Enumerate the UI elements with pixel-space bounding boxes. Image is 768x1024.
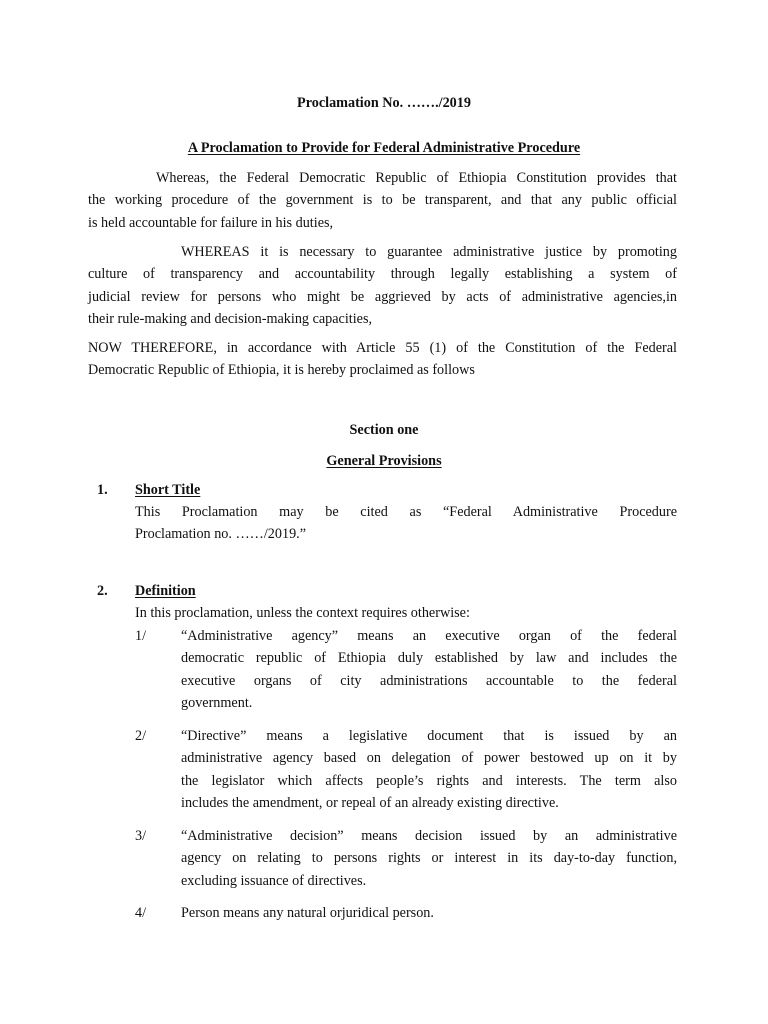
text-line: includes the amendment, or repeal of an already existing directive. [181,794,559,811]
proclamation-title: Proclamation No. ……./2019 [297,95,471,111]
text-line: government. [181,694,253,711]
text-line: the legislator which affects people’s rights and interests. The term also [181,772,677,789]
preamble-paragraph-1 [88,167,677,234]
article-2-number: 2. [97,583,108,599]
definition-2-number: 2/ [135,728,147,744]
text-line: democratic republic of Ethiopia duly established by law and includes the [181,650,677,667]
text-line: Whereas, the Federal Democratic Republic of Ethiopia Constitution provides that [156,170,677,186]
preamble-paragraph-2 [88,241,677,330]
article-1-number: 1. [97,482,108,498]
text-line: “Directive” means a legislative document that is issued by an [181,728,677,744]
text-line: NOW THEREFORE, in accordance with Article 55 (1) of the Constitution of the Federal [88,340,677,356]
text-line: Democratic Republic of Ethiopia, it is hereby proclaimed as follows [88,362,475,379]
article-1-body [135,501,677,546]
definition-1-text [181,625,677,714]
text-line: is held accountable for failure in his duties, [88,214,334,231]
text-line: culture of transparency and accountability through legally establishing a system of [88,266,677,283]
definition-1-number: 1/ [135,628,147,644]
text-line: administrative agency based on delegation of power bestowed up on it by [181,750,677,767]
text-line: the working procedure of the government is to be transparent, and that any public official [88,192,677,209]
text-line: Proclamation no. ……/2019.” [135,526,307,543]
definition-4-number: 4/ [135,905,147,921]
section-heading: Section one [349,422,419,438]
text-line: WHEREAS it is necessary to guarantee administrative justice by promoting [181,244,677,260]
text-line: “Administrative decision” means decision issued by an administrative [181,828,677,844]
section-subheading: General Provisions [326,453,442,469]
article-1-title: Short Title [135,482,201,498]
definition-4-text [181,902,677,924]
text-line: agency on relating to persons rights or interest in its day-to-day function, [181,850,677,867]
article-2-title: Definition [135,583,196,599]
text-line: executive organs of city administrations accountable to the federal [181,672,677,689]
text-line: This Proclamation may be cited as “Federal Administrative Procedure [135,504,677,520]
preamble-paragraph-3 [88,337,677,382]
proclamation-subtitle: A Proclamation to Provide for Federal Administrative Procedure [187,140,581,156]
text-line: Person means any natural orjuridical person. [181,905,434,921]
text-line: excluding issuance of directives. [181,872,367,889]
article-2-intro: In this proclamation, unless the context requires otherwise: [135,605,470,621]
definition-2-text [181,725,677,814]
definition-3-text [181,825,677,892]
definition-3-number: 3/ [135,828,147,844]
text-line: their rule-making and decision-making capacities, [88,310,373,327]
text-line: “Administrative agency” means an executive organ of the federal [181,628,677,644]
text-line: judicial review for persons who might be aggrieved by acts of administrative agencies,in [88,288,677,305]
